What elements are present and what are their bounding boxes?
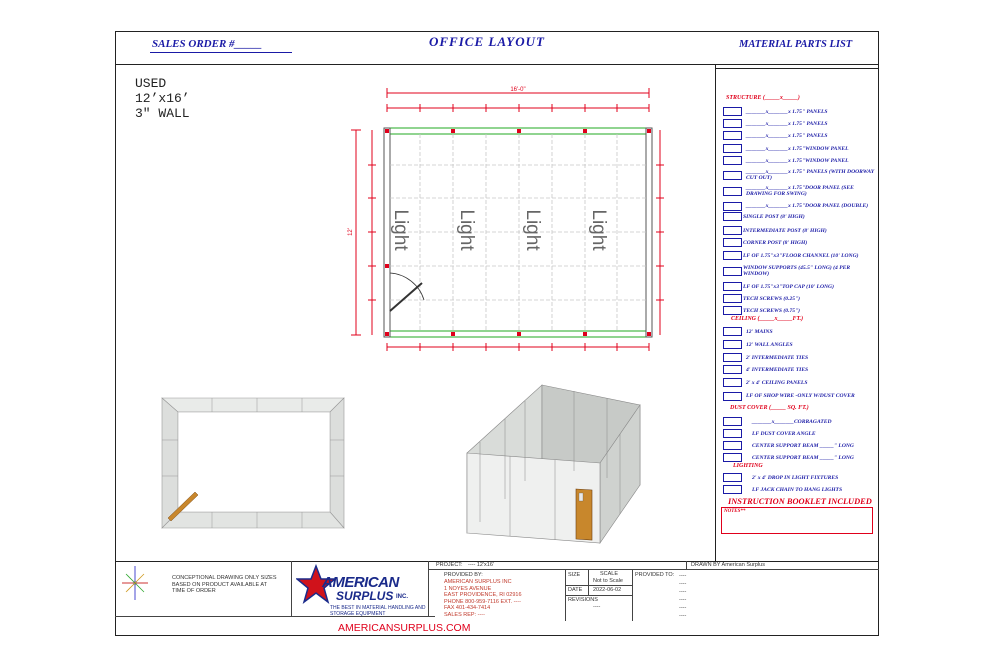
compass-icon	[120, 564, 150, 604]
spec-condition: USED	[135, 76, 167, 91]
part-row	[723, 143, 849, 154]
part-checkbox[interactable]	[723, 238, 742, 247]
isometric-render	[462, 380, 647, 550]
company-tagline: THE BEST IN MATERIAL HANDLING AND STORAGE EQUIPMENT	[330, 605, 426, 617]
project-label: PROJECT:	[436, 562, 463, 568]
part-row	[723, 339, 793, 350]
part-text: SINGLE POST (8' HIGH)	[743, 213, 805, 220]
part-row	[723, 416, 832, 427]
light-fixture-1: Light	[390, 209, 411, 251]
part-row	[723, 264, 875, 278]
part-checkbox[interactable]	[723, 365, 742, 374]
part-text: _______x_______x 1.75"WINDOW PANEL	[746, 157, 849, 164]
parts-list-title: MATERIAL PARTS LIST	[739, 39, 853, 50]
part-text: _______x_______x 1.75" PANELS	[746, 132, 828, 139]
part-text: 2' INTERMEDIATE TIES	[746, 354, 809, 361]
part-row	[723, 428, 816, 439]
website-link[interactable]: AMERICANSURPLUS.COM	[338, 622, 471, 634]
part-row	[723, 326, 773, 337]
page-title: OFFICE LAYOUT	[429, 34, 545, 49]
ceiling-heading: CEILING (_____x_____FT.)	[731, 316, 804, 322]
part-text: _______x_______x 1.75"DOOR PANEL (DOUBLE)	[746, 203, 869, 209]
part-checkbox[interactable]	[723, 306, 742, 315]
part-row	[723, 118, 827, 129]
part-checkbox[interactable]	[723, 485, 742, 494]
size-label: SIZE	[568, 572, 581, 578]
part-row	[723, 184, 874, 198]
logo-line-2: SURPLUS	[336, 589, 394, 603]
provided-by-line: EAST PROVIDENCE, RI 02916	[444, 592, 522, 598]
light-fixture-4: Light	[588, 209, 609, 251]
sales-order-underline	[150, 52, 292, 53]
part-row	[723, 250, 859, 261]
provided-by-block	[444, 579, 522, 618]
part-checkbox[interactable]	[723, 107, 742, 116]
part-text: _______x_______x 1.75" PANELS (WITH DOORWAY CUT OUT)	[746, 169, 874, 181]
part-row	[723, 305, 800, 316]
part-checkbox[interactable]	[723, 282, 742, 291]
provided-by-line: 1 NOYES AVENUE	[444, 585, 492, 592]
spec-size: 12’x16’	[135, 91, 190, 106]
light-fixture-3: Light	[522, 209, 543, 251]
top-view-render	[160, 392, 350, 532]
part-text: LF OF 1.75"x3"TOP CAP (10' LONG)	[743, 283, 834, 290]
notes-label: NOTES**	[724, 509, 746, 514]
structure-heading: STRUCTURE (_____x_____)	[726, 95, 800, 101]
part-checkbox[interactable]	[723, 392, 742, 401]
part-row	[723, 484, 842, 495]
part-row	[723, 225, 827, 236]
dust-cover-heading: DUST COVER (_____ SQ. FT.)	[730, 405, 809, 411]
part-checkbox[interactable]	[723, 171, 742, 180]
part-row	[723, 237, 807, 248]
part-checkbox[interactable]	[723, 212, 742, 221]
part-row	[723, 293, 800, 304]
part-row	[723, 168, 874, 182]
part-text: LF OF SHOP WIRE -ONLY W/DUST COVER	[746, 393, 855, 399]
part-checkbox[interactable]	[723, 267, 742, 276]
provided-to-line: ----	[679, 605, 687, 611]
provided-to-line: ----	[679, 589, 687, 595]
part-checkbox[interactable]	[723, 340, 742, 349]
part-row	[723, 377, 807, 388]
provided-to-line: ----	[679, 581, 687, 587]
part-checkbox[interactable]	[723, 251, 742, 260]
titleblock-divider-1	[291, 561, 292, 616]
part-text: 2' x 4' CEILING PANELS	[746, 379, 808, 386]
provided-by-line: PHONE 800-959-7116 EXT. ----	[444, 598, 521, 605]
overall-depth-dimension: 12'	[348, 228, 354, 236]
part-text: WINDOW SUPPORTS (45.5" LONG) (4 PER WINDOW)	[743, 265, 851, 277]
logo-line-1: AMERICAN	[322, 574, 399, 591]
part-text: TECH SCREWS (0.25")	[743, 295, 801, 302]
project-divider	[686, 561, 687, 569]
part-checkbox[interactable]	[723, 202, 742, 211]
part-text: 2' x 4' DROP IN LIGHT FIXTURES	[752, 474, 839, 481]
part-checkbox[interactable]	[723, 294, 742, 303]
part-text: CENTER SUPPORT BEAM _____" LONG	[752, 442, 854, 449]
provided-to-line: ----	[679, 573, 687, 579]
scale-label: SCALE	[600, 571, 619, 577]
sales-order-label: SALES ORDER #_____	[152, 38, 263, 50]
part-checkbox[interactable]	[723, 441, 742, 450]
part-text: _______x_______x 1.75" PANELS	[746, 108, 828, 115]
provided-by-line: SALES REP: ----	[444, 611, 485, 618]
part-text: LF JACK CHAIN TO HANG LIGHTS	[752, 486, 843, 493]
part-row	[723, 452, 854, 463]
part-checkbox[interactable]	[723, 187, 742, 196]
part-checkbox[interactable]	[723, 327, 742, 336]
provided-by-line: FAX 401-434-7414	[444, 605, 491, 611]
part-text: _______x_______x 1.75"DOOR PANEL (SEE DRAWING FOR SWING)	[746, 185, 854, 197]
part-row	[723, 364, 808, 375]
part-text: 4' INTERMEDIATE TIES	[746, 366, 809, 373]
part-checkbox[interactable]	[723, 453, 742, 462]
light-fixture-2: Light	[456, 209, 477, 251]
part-text: CORNER POST (8' HIGH)	[743, 239, 808, 246]
project-value: ---- 12'x16'	[468, 562, 494, 568]
part-row	[723, 281, 834, 292]
part-checkbox[interactable]	[723, 156, 742, 165]
notes-box[interactable]	[721, 507, 873, 534]
part-text: 12' WALL ANGLES	[746, 341, 793, 348]
provided-to-block	[679, 572, 686, 620]
part-text: LF DUST COVER ANGLE	[752, 430, 816, 437]
header-divider	[115, 64, 879, 65]
part-row	[723, 211, 805, 222]
part-text: TECH SCREWS (0.75")	[743, 307, 801, 314]
part-text: _______x_______x 1.75" PANELS	[746, 120, 828, 127]
provided-to-line: ----	[679, 613, 687, 619]
instruction-booklet-note: INSTRUCTION BOOKLET INCLUDED	[728, 497, 872, 506]
part-text: CENTER SUPPORT BEAM _____" LONG	[752, 454, 854, 461]
part-checkbox[interactable]	[723, 378, 742, 387]
provided-to-label: PROVIDED TO:	[635, 572, 675, 578]
project-row-line	[428, 569, 879, 570]
date-label: DATE	[568, 587, 583, 593]
part-text: 12' MAINS	[746, 328, 773, 335]
provided-by-label: PROVIDED BY:	[444, 572, 483, 578]
part-checkbox[interactable]	[723, 226, 742, 235]
company-logo	[296, 564, 428, 608]
part-text: _______x_______CORRAGATED	[752, 418, 832, 425]
size-row-line	[565, 585, 632, 586]
parts-panel-top	[715, 68, 879, 69]
scale-divider	[632, 569, 633, 621]
part-row	[723, 389, 874, 403]
size-divider	[588, 569, 589, 595]
part-text: _______x_______x 1.75"WINDOW PANEL	[746, 145, 849, 152]
part-checkbox[interactable]	[723, 353, 742, 362]
part-row	[723, 130, 827, 141]
disclaimer-text: CONCEPTIONAL DRAWING ONLY SIZES BASED ON PRODUCT AVAILABLE AT TIME OF ORDER	[172, 575, 277, 594]
part-text: LF OF 1.75"x3"FLOOR CHANNEL (10' LONG)	[743, 252, 859, 259]
revisions-value: ----	[593, 604, 601, 610]
part-checkbox[interactable]	[723, 119, 742, 128]
part-checkbox[interactable]	[723, 417, 742, 426]
date-row-line	[565, 595, 632, 596]
lighting-heading: LIGHTING	[733, 463, 763, 469]
part-checkbox[interactable]	[723, 473, 742, 482]
part-checkbox[interactable]	[723, 131, 742, 140]
provided-to-line: ----	[679, 597, 687, 603]
part-text: INTERMEDIATE POST (8' HIGH)	[743, 227, 827, 234]
part-row	[723, 352, 808, 363]
part-row	[723, 155, 849, 166]
part-checkbox[interactable]	[723, 144, 742, 153]
drawn-by: DRAWN BY American Surplus	[691, 562, 765, 568]
date-value: 2022-06-02	[593, 587, 622, 593]
logo-suffix: INC.	[396, 594, 408, 600]
part-row	[723, 440, 854, 451]
part-checkbox[interactable]	[723, 429, 742, 438]
parts-panel-divider	[715, 64, 716, 561]
provided-by-line: AMERICAN SURPLUS INC	[444, 579, 512, 585]
part-row	[723, 106, 827, 117]
part-row	[723, 472, 838, 483]
revisions-label: REVISIONS	[568, 597, 598, 603]
overall-width-dimension: 16'-0"	[510, 87, 526, 93]
floor-plan	[340, 80, 670, 360]
spec-wall: 3" WALL	[135, 106, 190, 121]
scale-value: Not to Scale	[593, 578, 623, 584]
